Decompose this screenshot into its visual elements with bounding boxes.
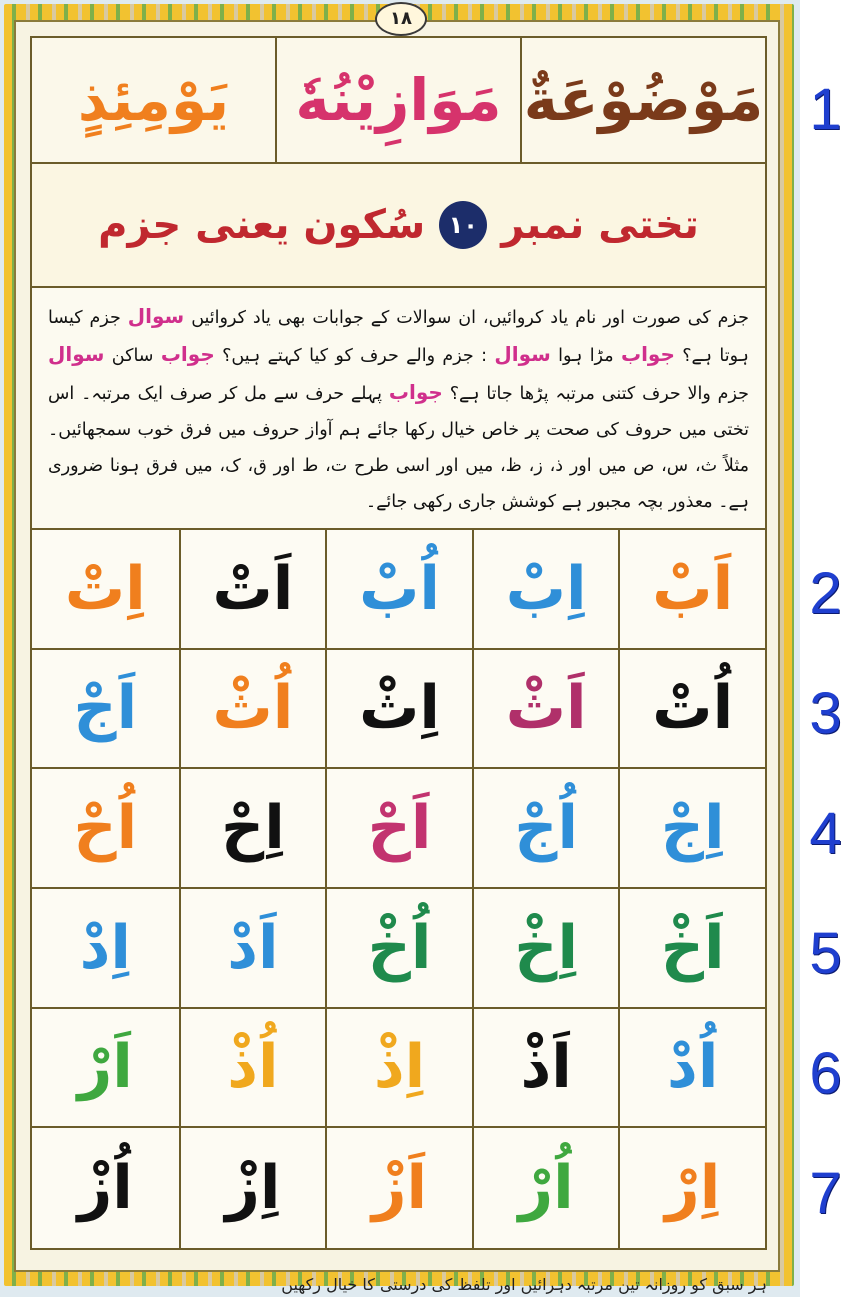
letter-cell: اَزْ xyxy=(325,1128,472,1248)
letter-cell: اِخْ xyxy=(472,889,619,1009)
title-words-row xyxy=(30,36,767,164)
letter-cell: اَخْ xyxy=(618,889,765,1009)
question-label-3: سوال xyxy=(48,342,105,366)
lesson-heading xyxy=(30,162,767,288)
instruction-intro: جزم کی صورت اور نام یاد کروائیں، ان سوالات کے جوابات بھی یاد کروائیں xyxy=(191,308,749,328)
row-number: 3 xyxy=(809,681,842,746)
letter-cell: اَحْ xyxy=(325,769,472,889)
answer-label-1: جواب xyxy=(620,342,675,366)
answer-3-and-notes: پہلے حرف سے مل کر صرف ایک مرتبہ۔ اس تختی میں حروف کی صحت پر خاص خیال رکھا جائے ہم آواز حروف میں فرق خوب سمجھائیں۔ مثلاً ث، س، ص میں اور ذ، ز، ظ، میں اور اسی طرح ت، ط اور ق، ک، میں فرق ہونا ضروری ہے۔ معذور بچہ مجبور ہے کوشش جاری رکھی جائے۔ xyxy=(48,384,749,512)
row-number: 1 xyxy=(809,77,842,142)
letter-cell: اِزْ xyxy=(179,1128,326,1248)
letter-cell: اُجْ xyxy=(472,769,619,889)
answer-label-3: جواب xyxy=(388,380,443,404)
letter-cell: اِرْ xyxy=(618,1128,765,1248)
letter-cell: اِتْ xyxy=(32,530,179,650)
lesson-number-badge: ۱۰ xyxy=(439,201,487,249)
row-number: 4 xyxy=(809,801,842,866)
heading-lesson-topic: سُکون یعنی جزم xyxy=(98,202,426,248)
letter-cell: اُذْ xyxy=(179,1009,326,1129)
letter-cell: اُثْ xyxy=(179,650,326,770)
letter-cell: اُرْ xyxy=(472,1128,619,1248)
letter-cell: اَبْ xyxy=(618,530,765,650)
question-3: جزم والا حرف کتنی مرتبہ پڑھا جاتا ہے؟ xyxy=(449,384,749,404)
letter-cell: اُحْ xyxy=(32,769,179,889)
title-word-2: مَوَازِيْنُهٗ xyxy=(275,38,520,162)
row-number-column xyxy=(802,0,849,1297)
letter-cell: اَجْ xyxy=(32,650,179,770)
letter-cell: اَذْ xyxy=(472,1009,619,1129)
answer-2: ساکن xyxy=(111,346,154,366)
row-number: 5 xyxy=(809,921,842,986)
page-number: ۱۸ xyxy=(375,2,427,36)
letter-cell: اُبْ xyxy=(325,530,472,650)
letter-cell: اُخْ xyxy=(325,889,472,1009)
title-word-1: مَوْضُوْعَةٌ xyxy=(520,38,765,162)
row-number: 7 xyxy=(809,1161,842,1226)
row-number: 2 xyxy=(809,561,842,626)
letter-cell: اَثْ xyxy=(472,650,619,770)
letter-cell: اَتْ xyxy=(179,530,326,650)
letter-cell: اَرْ xyxy=(32,1009,179,1129)
letter-cell: اِدْ xyxy=(32,889,179,1009)
footer-note: ہر سبق کو روزانہ تین مرتبہ دہرائیں اور تلفظ کی درستی کا خیال رکھیں xyxy=(281,1275,767,1294)
question-1: جزم کیسا ہوتا ہے؟ xyxy=(48,308,749,366)
answer-label-2: جواب xyxy=(160,342,215,366)
title-word-3: يَوْمِئِذٍ xyxy=(77,66,230,134)
letter-cell: اِجْ xyxy=(618,769,765,889)
question-2: : جزم والے حرف کو کیا کہتے ہیں؟ xyxy=(222,346,487,366)
answer-1: مڑا ہوا xyxy=(558,346,614,366)
letter-cell: اِحْ xyxy=(179,769,326,889)
letter-cell: اُتْ xyxy=(618,650,765,770)
letter-cell: اُدْ xyxy=(618,1009,765,1129)
letter-grid xyxy=(30,528,767,1250)
instructions-text xyxy=(30,286,767,530)
letter-cell: اُزْ xyxy=(77,1153,133,1224)
letter-cell: اِذْ xyxy=(325,1009,472,1129)
question-label-1: سوال xyxy=(127,304,185,328)
letter-cell: اَدْ xyxy=(179,889,326,1009)
row-number: 6 xyxy=(809,1041,842,1106)
letter-cell: اِبْ xyxy=(472,530,619,650)
question-label-2: سوال xyxy=(494,342,551,366)
heading-lesson-label: تختی نمبر xyxy=(501,202,699,248)
letter-cell: اِثْ xyxy=(325,650,472,770)
